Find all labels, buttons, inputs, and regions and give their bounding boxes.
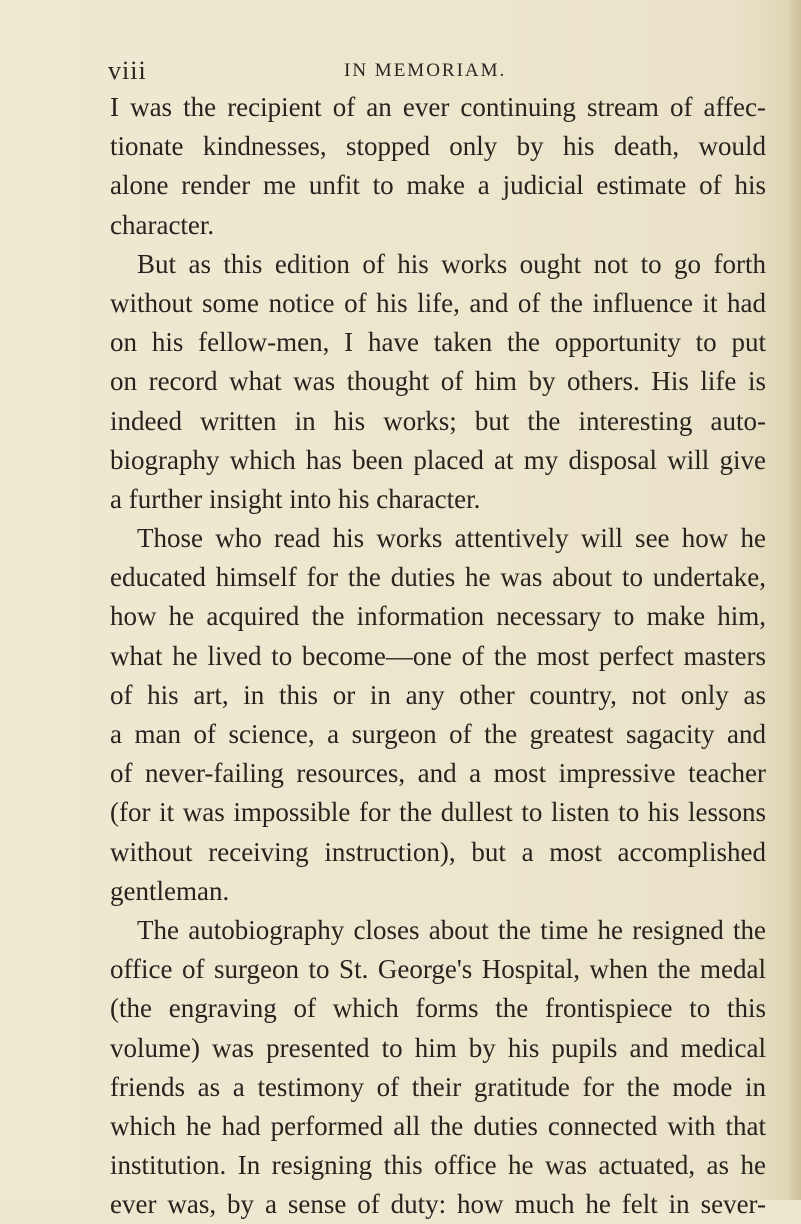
text-line: how he acquired the information necessary to make him, — [110, 601, 766, 632]
text-line: of his art, in this or in any other country, not only as — [110, 679, 766, 710]
text-line: what he lived to become—one of the most perfect masters — [110, 640, 766, 671]
body-text — [110, 88, 766, 1224]
text-line: a man of science, a surgeon of the greatest sagacity and — [110, 719, 766, 749]
text-line: (for it was impossible for the dullest to listen to his lessons — [110, 797, 766, 828]
text-line: without receiving instruction), but a most accomplished — [110, 836, 766, 867]
text-line: on record what was thought of him by others. His life is — [110, 366, 766, 397]
page-edge-shadow — [787, 0, 801, 1200]
text-line: But as this edition of his works ought not to go forth — [137, 248, 766, 279]
text-line: I was the recipient of an ever continuing stream of affec- — [110, 92, 766, 122]
text-line: alone render me unfit to make a judicial estimate of his — [110, 170, 766, 201]
text-line: (the engraving of which forms the frontispiece to this — [110, 993, 766, 1024]
text-line: ever was, by a sense of duty: how much he felt in sever- — [110, 1189, 766, 1220]
text-line: institution. In resigning this office he was actuated, as he — [110, 1150, 766, 1181]
text-line: The autobiography closes about the time he resigned the — [137, 914, 766, 945]
text-line: without some notice of his life, and of the influence it had — [110, 287, 766, 318]
text-line: Those who read his works attentively will see how he — [137, 523, 766, 554]
text-line: office of surgeon to St. George's Hospital, when the medal — [110, 954, 766, 985]
text-line: on his fellow-men, I have taken the opportunity to put — [110, 327, 766, 358]
text-line: friends as a testimony of their gratitude for the mode in — [110, 1071, 766, 1102]
text-line: gentleman. — [110, 875, 230, 906]
page-number: viii — [108, 56, 147, 85]
text-line: of never-failing resources, and a most impressive teacher — [110, 758, 766, 789]
text-line: biography which has been placed at my disposal will give — [110, 444, 766, 475]
text-line: tionate kindnesses, stopped only by his death, would — [110, 131, 766, 162]
text-line: which he had performed all the duties connected with that — [110, 1110, 766, 1141]
running-head: IN MEMORIAM. — [344, 60, 507, 81]
text-line: indeed written in his works; but the interesting auto- — [110, 405, 766, 436]
page-header — [108, 52, 748, 92]
text-line: educated himself for the duties he was about to undertake, — [110, 562, 766, 593]
text-line: a further insight into his character. — [110, 483, 481, 514]
text-line: volume) was presented to him by his pupils and medical — [110, 1032, 766, 1063]
text-line: character. — [110, 209, 215, 240]
